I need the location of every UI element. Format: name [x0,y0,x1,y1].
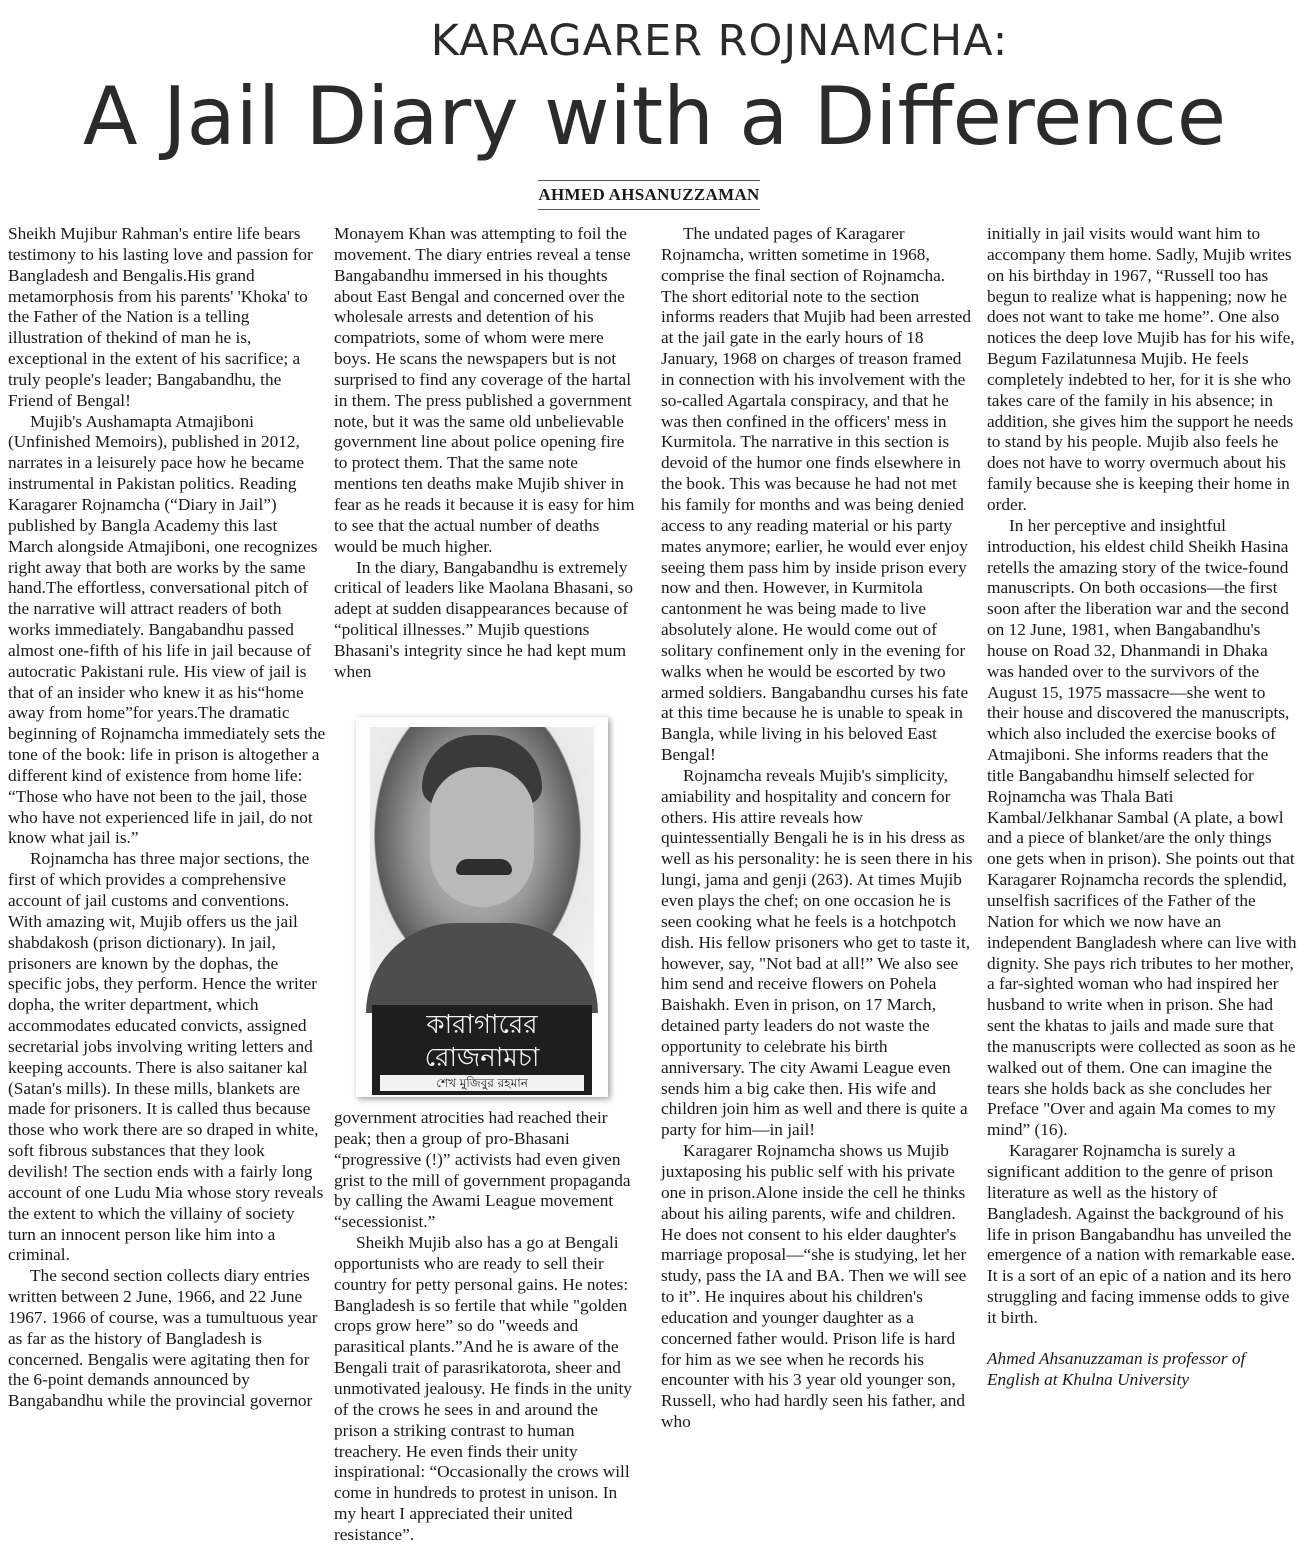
portrait-shoulders [366,923,598,1013]
paragraph: Mujib's Aushamapta Atmajiboni (Unfinished Memoirs), published in 2012, narrates in a leisurely pace how he became instrumental in Pakistan politics. Reading Karagarer Rojnamcha (“Diary in Jail”) published by Bangla Academy this last March alongside Atmajiboni, one recognizes right away that both are works by the same hand.The effortless, conversational pitch of the narrative will attract readers of both works immediately. Bangabandhu passed almost one-fifth of his life in jail because of autocratic Pakistani rule. His view of jail is that of an insider who knew it as his“home away from home”for years.The dramatic beginning of Rojnamcha immediately sets the tone of the book: life in prison is altogether a different kind of existence from home life: “Those who have not been to the jail, those who have not experienced life in jail, do not know what jail is.” [8,411,326,848]
book-cover-image [356,717,608,1097]
column-3 [661,224,973,1433]
column-2-top [334,224,642,683]
cover-title-line-2: রোজনামচা [424,1043,540,1073]
column-2-bottom [334,1108,642,1546]
paragraph: In her perceptive and insightful introduction, his eldest child Sheikh Hasina retells the amazing story of the twice-found manuscripts. On both occasions—the first soon after the liberation war and the second on 12 June, 1981, when Bangabandhu's house on Road 32, Dhanmandi in Dhaka was handed over to the survivors of the August 15, 1975 massacre—she went to their house and discovered the manuscripts, which also included the exercise books of Atmajiboni. She informs readers that the title Bangabandhu himself selected for Rojnamcha was Thala Bati Kambal/Jelkhanar Sambal (A plate, a bowl and a piece of blanket/are the only things one gets when in prison). She points out that Karagarer Rojnamcha records the splendid, unselfish sacrifices of the Father of the Nation for which we now have an independent Bangladesh where can live with dignity. She pays rich tributes to her mother, a far-sighted woman who had inspired her husband to write when in prison. She had sent the khatas to jails and made sure that the manuscripts were collected as soon as he walked out of them. One can imagine the tears she holds back as she concludes her Preface "Over and again Ma comes to my mind” (16). [987,515,1297,1140]
paragraph: Sheikh Mujib also has a go at Bengali opportunists who are ready to sell their country for petty personal gains. He notes: Bangladesh is so fertile that while "golden crops grow here” so do "weeds and parasitical plants.”And he is aware of the Bengali trait of parasrikatorota, sheer and unmotivated jealousy. He finds in the unity of the crows he sees in and around the prison a striking contrast to human treachery. He even finds their unity inspirational: “Occasionally the crows will come in hundreds to protest in unison. In my heart I appreciated their united resistance”. [334,1233,632,1544]
portrait-mustache [456,859,512,875]
paragraph: The undated pages of Karagarer Rojnamcha, written sometime in 1968, comprise the final section of Rojnamcha. The short editorial note to the section informs readers that Mujib had been arrested at the jail gate in the early hours of 18 January, 1968 on charges of treason framed in connection with his involvement with the so-called Agartala conspiracy, and that he was then confined in the officers' mess in Kurmitola. The narrative in this section is devoid of the humor one finds elsewhere in the book. This was because he had not met his family for months and was being denied access to any reading material or his party mates anymore; earlier, he would ever enjoy seeing them pass him by inside prison every now and then. However, in Kurmitola cantonment he was being made to live absolutely alone. He would come out of solitary confinement only in the evening for walks when he would be escorted by two armed soldiers. Bangabandhu curses his fate at this time because he is unable to speak in Bangla, while living in his beloved East Bengal! [661,224,971,765]
author-portrait [370,727,594,999]
portrait-face [430,767,534,907]
paragraph: The second section collects diary entries written between 2 June, 1966, and 22 June 1967. 1966 of course, was a tumultuous year as far as the history of Bangladesh is concerned. Bengalis were agitating then for the 6-point demands announced by Bangabandhu while the provincial governor [8,1266,318,1411]
column-4 [987,224,1297,1390]
paragraph: Rojnamcha has three major sections, the first of which provides a comprehensive account of jail customs and conventions. With amazing wit, Mujib offers us the jail shabdakosh (prison dictionary). In jail, prisoners are known by the dophas, the specific jobs, they perform. Hence the writer dopha, the writer department, which accommodates educated convicts, assigned secretarial jobs involving writing letters and keeping accounts. There is also saitaner kal (Satan's mills). In these mills, blankets are made for prisoners. It is called thus because those who work there are so draped in white, soft fibrous substances that they look devilish! The section ends with a fairly long account of one Ludu Mia whose story reveals the extent to which the villainy of society turn an innocent person like him into a criminal. [8,849,324,1265]
cover-title-line-1: কারাগারের [426,1010,538,1040]
paragraph: Monayem Khan was attempting to foil the movement. The diary entries reveal a tense Bangabandhu immersed in his thoughts about East Bengal and concerned over the wholesale arrests and detention of his compatriots, some of whom were mere boys. He scans the newspapers but is not surprised to find any coverage of the hartal in them. The press published a government note, but it was the same old unbelievable government line about police opening fire to protect them. That the same note mentions ten deaths make Mujib shiver in fear as he reads it because it is easy for him to see that the actual number of deaths would be much higher. [334,224,635,556]
paragraph: Karagarer Rojnamcha shows us Mujib juxtaposing his public self with his private one in prison.Alone inside the cell he thinks about his ailing parents, wife and children. He does not consent to his elder daughter's marriage proposal—“she is studying, let her study, pass the IA and BA. Then we will see to it”. He inquires about his children's education and younger daughter as a concerned father would. Prison life is hard for him as we see when he records his encounter with his 3 year old younger son, Russell, who had hardly seen his father, and who [661,1141,967,1432]
article-kicker: KARAGARER ROJNAMCHA: [430,16,1009,66]
article-byline: AHMED AHSANUZZAMAN [538,180,760,210]
paragraph: Karagarer Rojnamcha is surely a significant addition to the genre of prison literature as well as the history of Bangladesh. Against the background of his life in prison Bangabandhu has unveiled the emergence of a nation with remarkable ease. It is a sort of an epic of a nation and its hero struggling and facing immense odds to give it birth. [987,1141,1296,1327]
paragraph: government atrocities had reached their peak; then a group of pro-Bhasani “progressive (!)” activists had even given grist to the mill of government propaganda by calling the Awami League movement “secessionist.” [334,1108,631,1232]
author-bio: Ahmed Ahsanuzzaman is professor of English at Khulna University [987,1348,1246,1389]
paragraph: Rojnamcha reveals Mujib's simplicity, amiability and hospitality and concern for others. His attire reveals how quintessentially Bengali he is in his dress as well as his personality: he is seen there in his lungi, jama and genji (263). At times Mujib even plays the chef; on one occasion he is seen cooking what he feels is a hotchpotch dish. His fellow prisoners who get to taste it, however, say, "Not bad at all!” We also see him send and receive flowers on Pohela Baishakh. Even in prison, on 17 March, detained party leaders do not waste the opportunity to celebrate his birth anniversary. The city Awami League even sends him a big cake then. His wife and children join him as well and there is quite a party for him—in jail! [661,765,973,1140]
paragraph: initially in jail visits would want him to accompany them home. Sadly, Mujib writes on his birthday in 1967, “Russell too has begun to realize what is happening; now he does not want to take me home”. One also notices the deep love Mujib has for his wife, Begum Fazilatunnesa Mujib. He feels completely indebted to her, for it is she who takes care of the family in his absence; in addition, she gives him the support he needs to stand by his people. Mujib also feels he does not have to worry overmuch about his family because she is keeping their home in order. [987,224,1295,514]
article-headline: A Jail Diary with a Difference [82,70,1227,163]
book-cover-title [372,1005,592,1095]
paragraph: Sheikh Mujibur Rahman's entire life bears testimony to his lasting love and passion for Bangladesh and Bengalis.His grand metamorphosis from his parents' 'Khoka' to the Father of the Nation is a telling illustration of thekind of man he is, exceptional in the extent of his sacrifice; a truly people's leader; Bangabandhu, the Friend of Bengal! [8,224,313,410]
column-1 [8,224,326,1412]
cover-author: শেখ মুজিবুর রহমান [380,1075,584,1091]
paragraph: In the diary, Bangabandhu is extremely critical of leaders like Maolana Bhasani, so adept at sudden disappearances because of “political illnesses.” Mujib questions Bhasani's integrity since he had kept mum when [334,557,633,681]
